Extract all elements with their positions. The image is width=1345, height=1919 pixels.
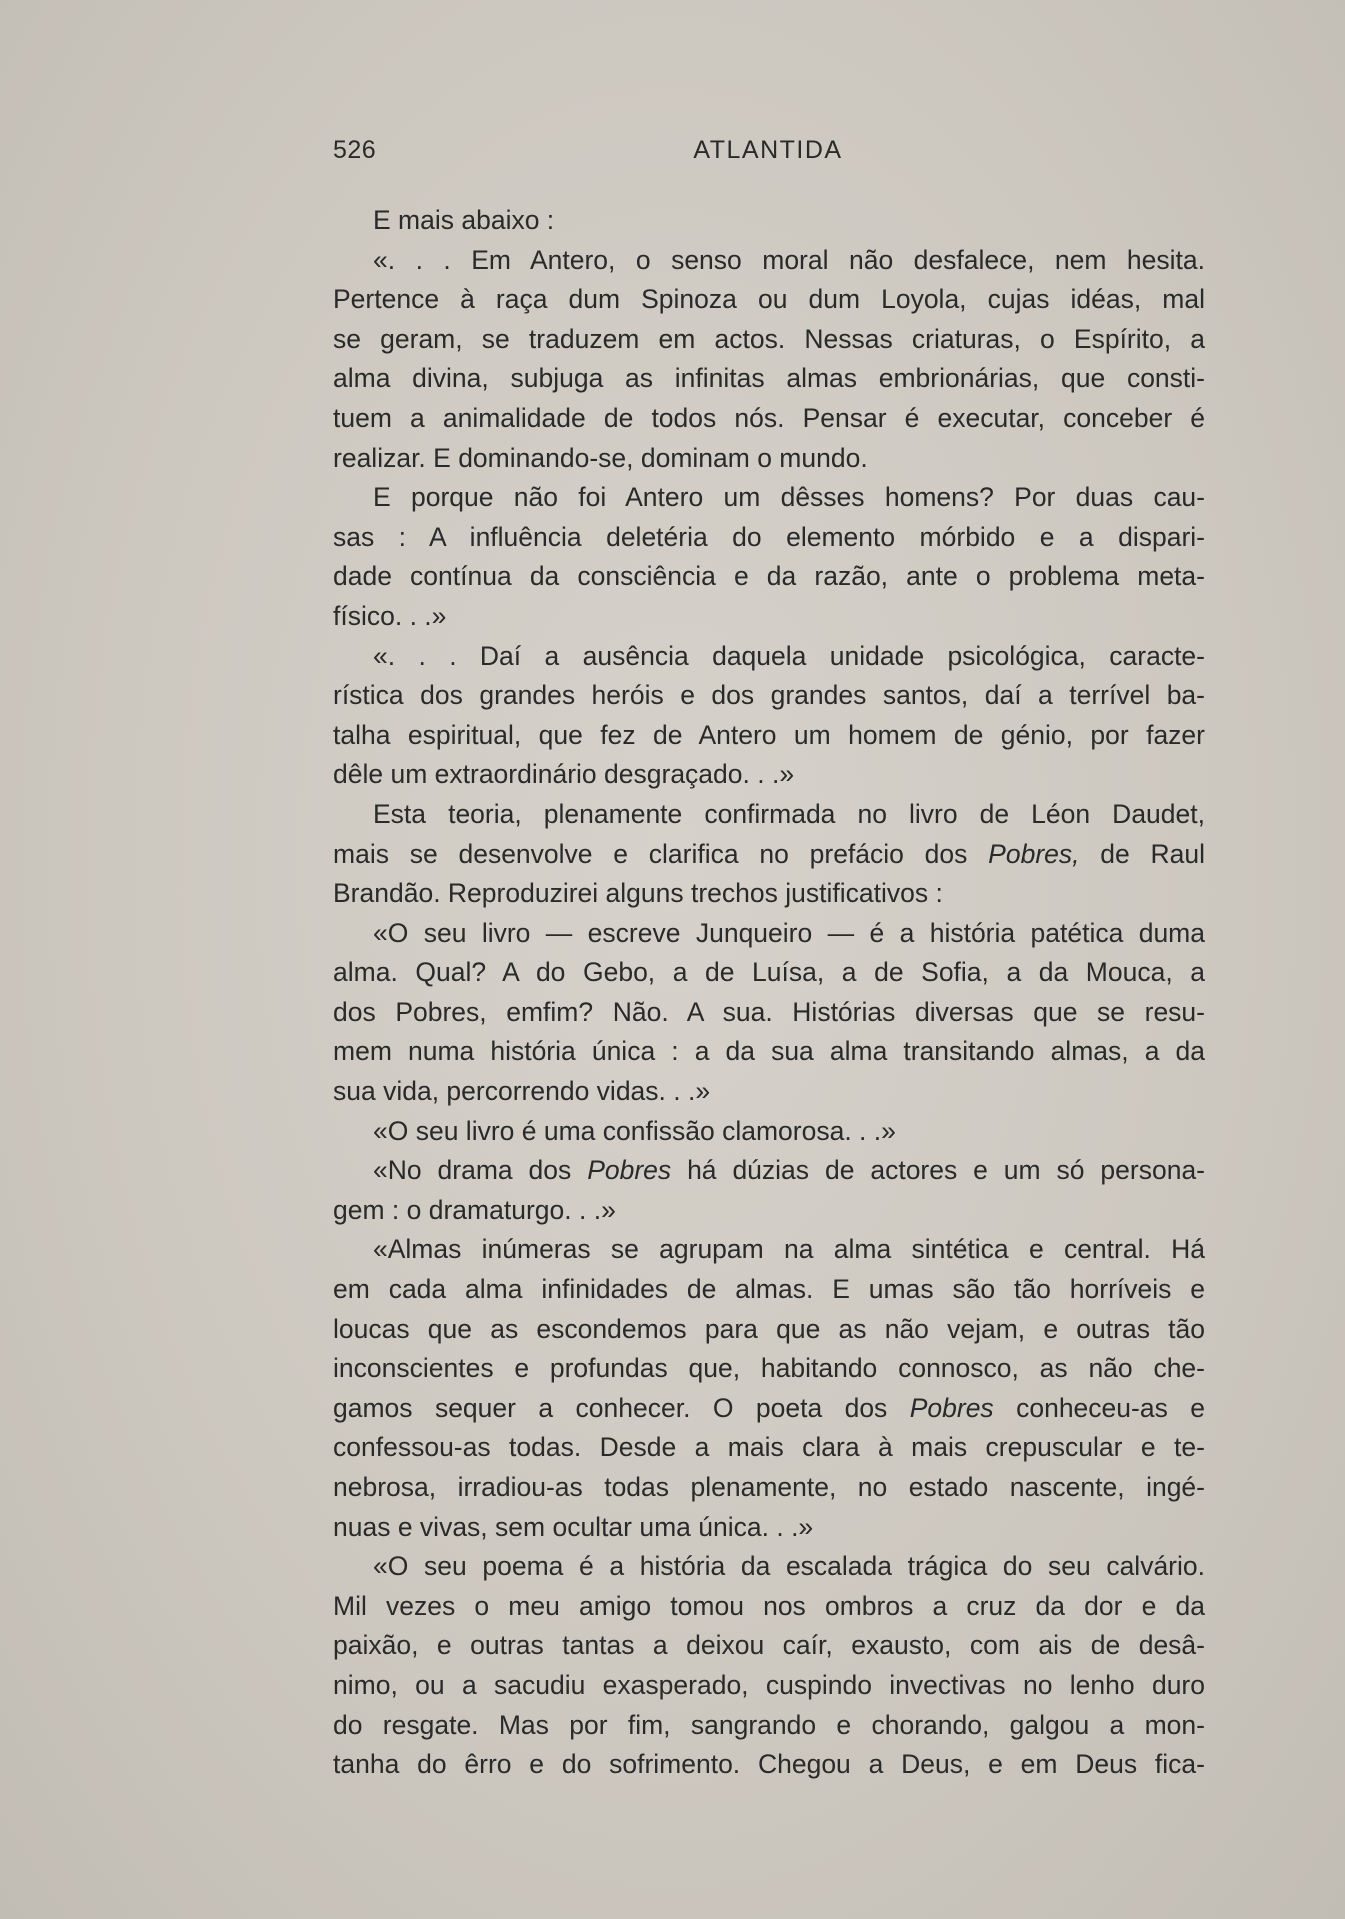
italic-title: Pobres — [587, 1155, 672, 1186]
text-line: nimo, ou a sacudiu exasperado, cuspindo invectivas no lenho duro — [333, 1669, 1205, 1700]
text-line: Mil vezes o meu amigo tomou nos ombros a cruz da dor e da — [333, 1590, 1205, 1621]
text-line: sua vida, percorrendo vidas. . .» — [333, 1076, 711, 1107]
text-segment: mais se desenvolve e clarifica no prefácio dos — [333, 838, 989, 869]
text-line: «Almas inúmeras se agrupam na alma sintética e central. Há — [373, 1234, 1205, 1265]
text-line: «. . . Em Antero, o senso moral não desfalece, nem hesita. — [373, 244, 1205, 275]
text-line: gem : o dramaturgo. . .» — [333, 1194, 616, 1225]
text-line: «. . . Daí a ausência daquela unidade psicológica, caracte- — [373, 640, 1205, 671]
text-line: E porque não foi Antero um dêsses homens? Por duas cau- — [373, 482, 1205, 513]
text-line: paixão, e outras tantas a deixou caír, exausto, com ais de desâ- — [333, 1630, 1205, 1661]
text-line: Brandão. Reproduzirei alguns trechos justificativos : — [333, 878, 943, 909]
text-segment: há dúzias de actores e um só persona- — [671, 1155, 1206, 1186]
text-line: «O seu poema é a história da escalada trágica do seu calvário. — [373, 1551, 1205, 1582]
text-line: dade contínua da consciência e da razão, ante o problema meta- — [333, 561, 1205, 592]
text-line: Pertence à raça dum Spinoza ou dum Loyola, cujas idéas, mal — [333, 284, 1205, 315]
text-line: inconscientes e profundas que, habitando connosco, as não che- — [333, 1353, 1205, 1384]
text-line: «O seu livro — escreve Junqueiro — é a história patética duma — [373, 917, 1205, 948]
italic-title: Pobres — [909, 1392, 994, 1423]
page-header — [333, 136, 1203, 168]
text-line: realizar. E dominando-se, dominam o mundo. — [333, 442, 868, 473]
text-line: «O seu livro é uma confissão clamorosa. . .» — [373, 1115, 896, 1146]
text-line: nuas e vivas, sem ocultar uma única. . .» — [333, 1511, 814, 1542]
text-line: mem numa história única : a da sua alma transitando almas, a da — [333, 1036, 1205, 1067]
text-segment: gamos sequer a conhecer. O poeta dos — [333, 1392, 910, 1423]
text-line: do resgate. Mas por fim, sangrando e chorando, galgou a mon- — [333, 1709, 1205, 1740]
text-line: físico. . .» — [333, 600, 447, 631]
text-line: loucas que as escondemos para que as não vejam, e outras tão — [333, 1313, 1205, 1344]
text-line: tanha do êrro e do sofrimento. Chegou a Deus, e em Deus fica- — [333, 1749, 1205, 1780]
text-line: rística dos grandes heróis e dos grandes santos, daí a terrível ba- — [333, 680, 1205, 711]
text-line: alma. Qual? A do Gebo, a de Luísa, a de Sofia, a da Mouca, a — [333, 957, 1205, 988]
text-segment: conheceu-as e — [993, 1392, 1205, 1423]
body-text — [333, 201, 1205, 1785]
text-line: alma divina, subjuga as infinitas almas embrionárias, que consti- — [333, 363, 1205, 394]
text-line: Esta teoria, plenamente confirmada no livro de Léon Daudet, — [373, 798, 1205, 829]
text-line: em cada alma infinidades de almas. E umas são tão horríveis e — [333, 1274, 1205, 1305]
text-line: confessou-as todas. Desde a mais clara à mais crepuscular e te- — [333, 1432, 1205, 1463]
text-line: E mais abaixo : — [373, 205, 555, 235]
text-line: se geram, se traduzem em actos. Nessas criaturas, o Espírito, a — [333, 323, 1205, 354]
running-title: ATLANTIDA — [693, 136, 843, 164]
text-line: talha espiritual, que fez de Antero um homem de génio, por fazer — [333, 719, 1205, 750]
text-line: dêle um extraordinário desgraçado. . .» — [333, 759, 795, 790]
text-line: tuem a animalidade de todos nós. Pensar é executar, conceber é — [333, 402, 1205, 433]
text-segment: «No drama dos — [373, 1155, 588, 1186]
text-line — [333, 1151, 1205, 1191]
italic-title: Pobres, — [988, 838, 1080, 869]
text-line: dos Pobres, emfim? Não. A sua. Histórias diversas que se resu- — [333, 996, 1205, 1027]
text-line: nebrosa, irradiou-as todas plenamente, no estado nascente, ingé- — [333, 1472, 1205, 1502]
text-line: sas : A influência deletéria do elemento mórbido e a dispari- — [333, 521, 1205, 552]
text-line — [333, 1389, 1205, 1429]
text-line — [333, 835, 1205, 875]
page-number: 526 — [333, 136, 377, 164]
text-segment: de Raul — [1079, 838, 1206, 869]
